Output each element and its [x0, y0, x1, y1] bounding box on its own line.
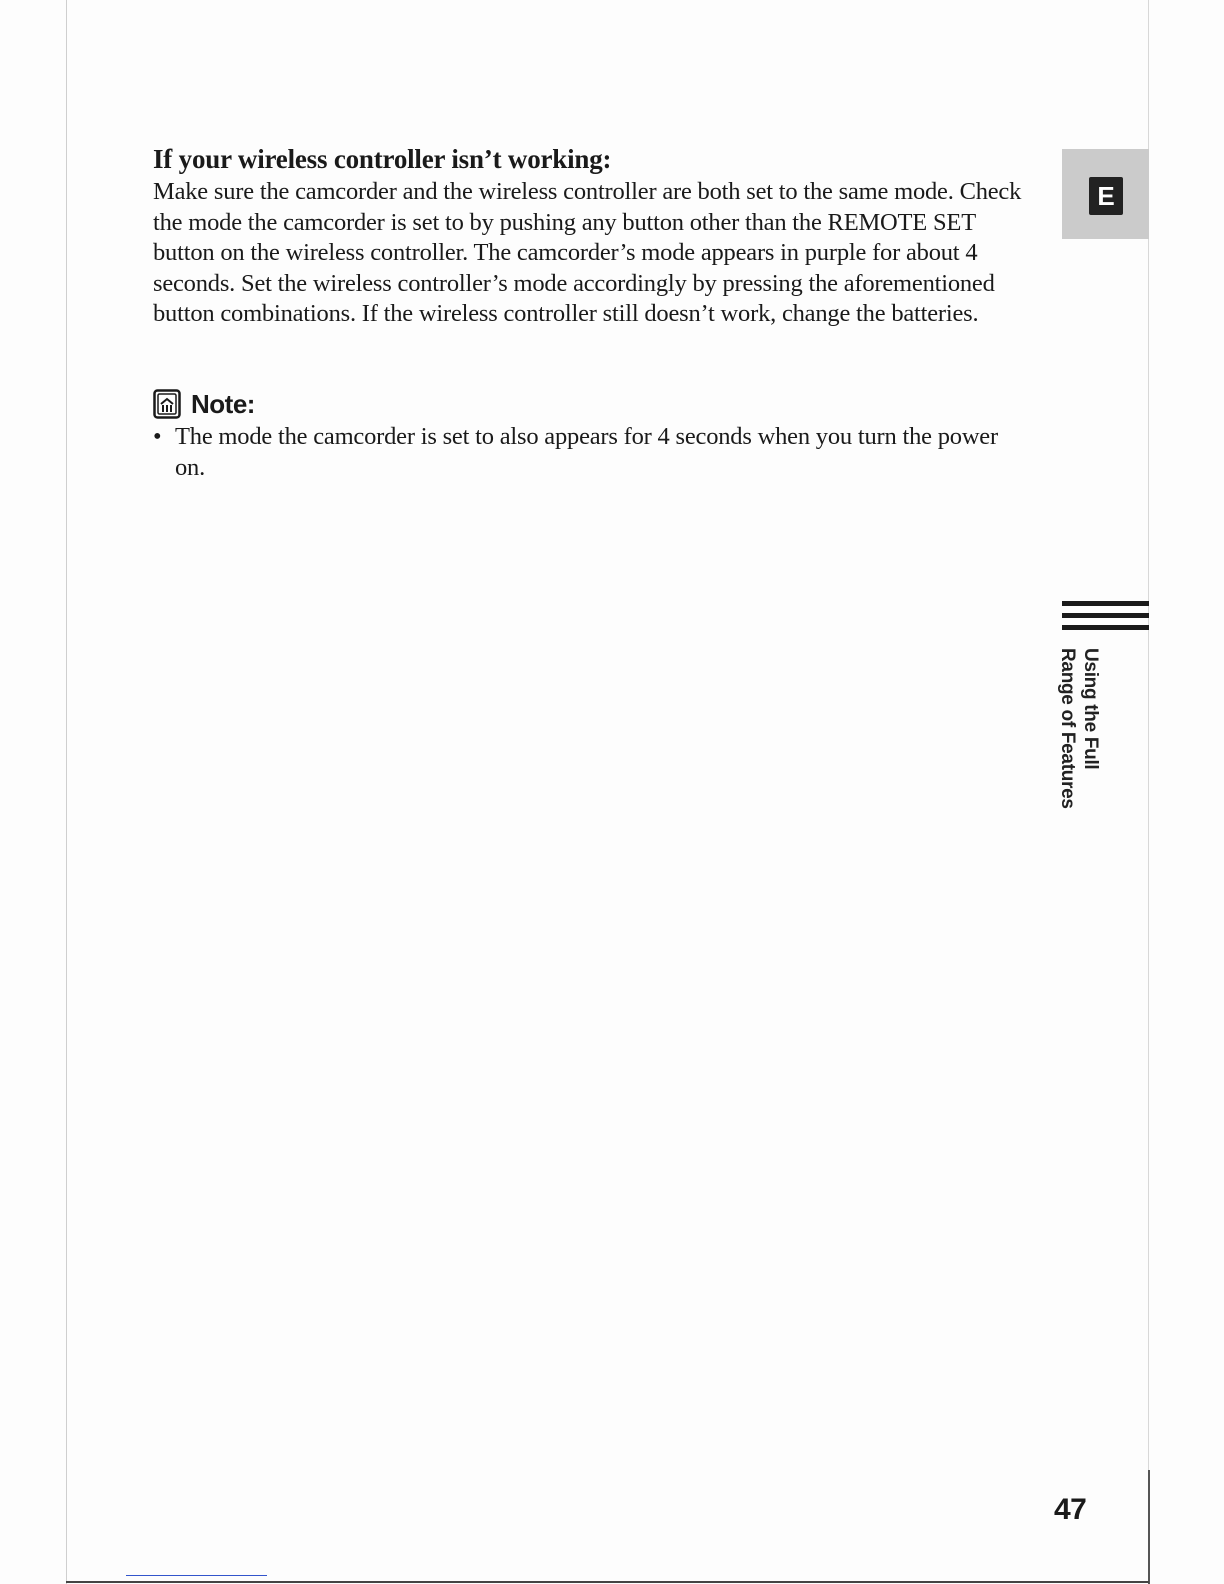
note-item-text: The mode the camcorder is set to also appears for 4 seconds when you turn the power on. — [175, 423, 998, 481]
bullet-icon: • — [153, 423, 162, 450]
page-edge-left — [66, 0, 67, 1584]
section-bar — [1062, 625, 1149, 630]
note-label: Note: — [191, 388, 255, 419]
section-body: Make sure the camcorder and the wireless controller are both set to the same mode. Check the mode the camcorder is set to by pushing any button other than the REMOTE SET button on the wireless controller. The camcorder’s mode appears in purple for about 4 seconds. Set the wireless controller’s mode accordingly by pressing the aforementioned button combinations. If the wireless controller still doesn’t work, change the batteries. — [153, 178, 1022, 327]
note-list — [153, 422, 1033, 483]
troubleshooting-section — [153, 141, 1033, 330]
section-bar — [1062, 601, 1149, 606]
section-heading: If your wireless controller isn’t working: — [153, 144, 612, 174]
note-icon — [153, 389, 181, 419]
section-bar — [1062, 613, 1149, 618]
section-title-vertical — [1056, 648, 1102, 809]
note-item — [153, 422, 1033, 483]
page-number: 47 — [1054, 1493, 1087, 1526]
section-marker-bars — [1062, 601, 1149, 637]
section-title-line1: Using the Full — [1080, 648, 1101, 770]
page-edge-right-shadow — [1148, 1470, 1150, 1584]
section-title-line2: Range of Features — [1057, 648, 1078, 809]
page-bottom-edge — [66, 1581, 1149, 1583]
language-badge — [1089, 177, 1123, 215]
language-letter: E — [1097, 181, 1115, 211]
note-header — [153, 387, 255, 421]
footer-rule — [126, 1575, 267, 1576]
